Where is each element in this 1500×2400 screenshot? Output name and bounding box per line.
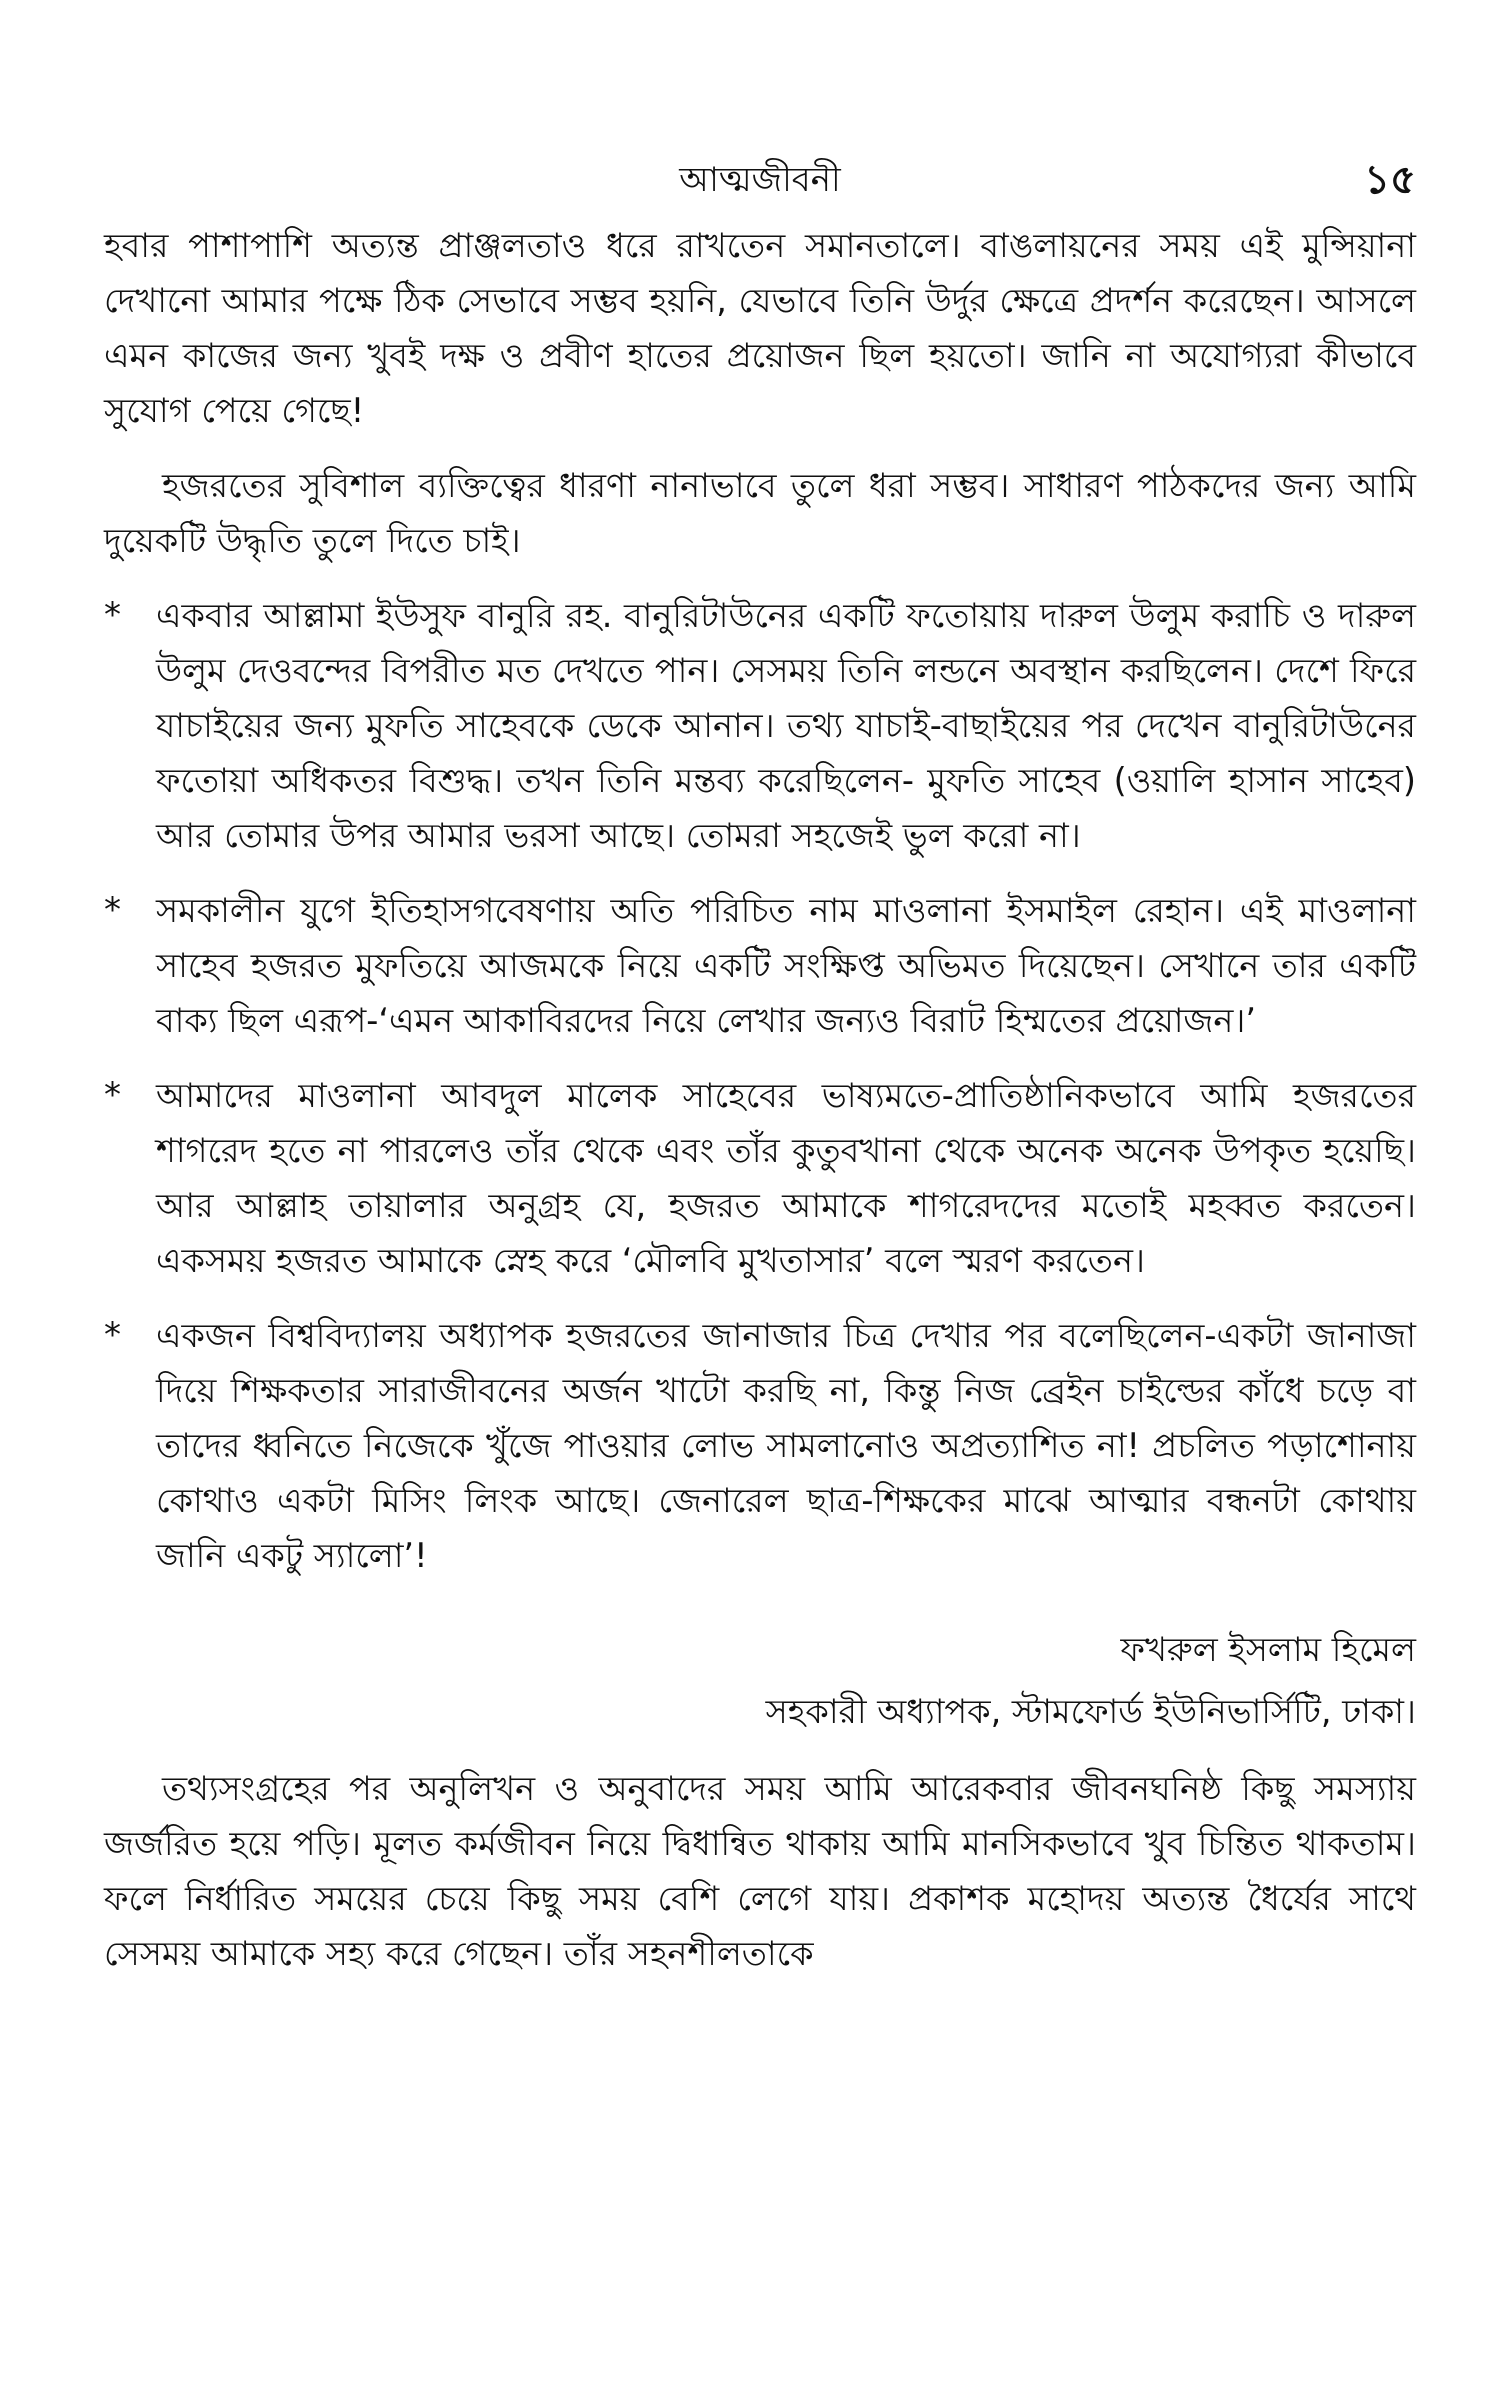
closing-paragraph: তথ্যসংগ্রহের পর অনুলিখন ও অনুবাদের সময় আমি আরেকবার জীবনঘনিষ্ঠ কিছু সমস্যায় জর্জরিত হয়ে পড়ি। মূলত কর্মজীবন নিয়ে দ্বিধান্বিত থাকায় আমি মানসিকভাবে খুব চিন্তিত থাকতাম। ফলে নির্ধারিত সময়ের চেয়ে কিছু সময় বেশি লেগে যায়। প্রকাশক মহোদয় অত্যন্ত ধৈর্যের সাথে সেসময় আমাকে সহ্য করে গেছেন। তাঁর সহনশীলতাকে bbox=[104, 1769, 1416, 1973]
asterisk-bullet: * bbox=[104, 595, 121, 635]
quote-item bbox=[104, 588, 1416, 863]
signature-designation: সহকারী অধ্যাপক, স্টামফোর্ড ইউনিভার্সিটি, ঢাকা। bbox=[765, 1692, 1416, 1731]
running-title: আত্মজীবনী bbox=[679, 160, 841, 200]
asterisk-bullet: * bbox=[104, 890, 121, 930]
asterisk-bullet: * bbox=[104, 1315, 121, 1355]
quote-item bbox=[104, 1068, 1416, 1288]
quote-item bbox=[104, 883, 1416, 1048]
intro-paragraph: হবার পাশাপাশি অত্যন্ত প্রাঞ্জলতাও ধরে রাখতেন সমানতালে। বাঙলায়নের সময় এই মুন্সিয়ানা দেখানো আমার পক্ষে ঠিক সেভাবে সম্ভব হয়নি, যেভাবে তিনি উর্দুর ক্ষেত্রে প্রদর্শন করেছেন। আসলে এমন কাজের জন্য খুবই দক্ষ ও প্রবীণ হাতের প্রয়োজন ছিল হয়তো। জানি না অযোগ্যরা কীভাবে সুযোগ পেয়ে গেছে! bbox=[104, 226, 1416, 430]
quote-text: একবার আল্লামা ইউসুফ বানুরি রহ. বানুরিটাউনের একটি ফতোয়ায় দারুল উলুম করাচি ও দারুল উলুম দেওবন্দের বিপরীত মত দেখতে পান। সেসময় তিনি লন্ডনে অবস্থান করছিলেন। দেশে ফিরে যাচাইয়ের জন্য মুফতি সাহেবকে ডেকে আনান। তথ্য যাচাই-বাছাইয়ের পর দেখেন বানুরিটাউনের ফতোয়া অধিকতর বিশুদ্ধ। তখন তিনি মন্তব্য করেছিলেন- মুফতি সাহেব (ওয়ালি হাসান সাহেব) আর তোমার উপর আমার ভরসা আছে। তোমরা সহজেই ভুল করো না। bbox=[156, 596, 1416, 855]
quote-text: একজন বিশ্ববিদ্যালয় অধ্যাপক হজরতের জানাজার চিত্র দেখার পর বলেছিলেন-একটা জানাজা দিয়ে শিক্ষকতার সারাজীবনের অর্জন খাটো করছি না, কিন্তু নিজ ব্রেইন চাইল্ডের কাঁধে চড়ে বা তাদের ধ্বনিতে নিজেকে খুঁজে পাওয়ার লোভ সামলানোও অপ্রত্যাশিত না! প্রচলিত পড়াশোনায় কোথাও একটা মিসিং লিংক আছে। জেনারেল ছাত্র-শিক্ষকের মাঝে আত্মার বন্ধনটা কোথায় জানি একটু স্যালো’! bbox=[156, 1316, 1416, 1575]
asterisk-bullet: * bbox=[104, 1075, 121, 1115]
lead-paragraph: হজরতের সুবিশাল ব্যক্তিত্বের ধারণা নানাভাবে তুলে ধরা সম্ভব। সাধারণ পাঠকদের জন্য আমি দুয়েকটি উদ্ধৃতি তুলে দিতে চাই। bbox=[104, 466, 1416, 560]
signature-name: ফখরুল ইসলাম হিমেল bbox=[1120, 1630, 1416, 1669]
quote-text: সমকালীন যুগে ইতিহাসগবেষণায় অতি পরিচিত নাম মাওলানা ইসমাইল রেহান। এই মাওলানা সাহেব হজরত মুফতিয়ে আজমকে নিয়ে একটি সংক্ষিপ্ত অভিমত দিয়েছেন। সেখানে তার একটি বাক্য ছিল এরূপ-‘এমন আকাবিরদের নিয়ে লেখার জন্যও বিরাট হিম্মতের প্রয়োজন।’ bbox=[156, 891, 1416, 1040]
page-number: ১৫ bbox=[1364, 157, 1416, 203]
book-page bbox=[104, 150, 1416, 2001]
quote-text: আমাদের মাওলানা আবদুল মালেক সাহেবের ভাষ্যমতে-প্রাতিষ্ঠানিকভাবে আমি হজরতের শাগরেদ হতে না পারলেও তাঁর থেকে এবং তাঁর কুতুবখানা থেকে অনেক অনেক উপকৃত হয়েছি। আর আল্লাহ তায়ালার অনুগ্রহ যে, হজরত আমাকে শাগরেদদের মতোই মহব্বত করতেন। একসময় হজরত আমাকে স্নেহ করে ‘মৌলবি মুখতাসার’ বলে স্মরণ করতেন। bbox=[156, 1076, 1416, 1280]
quote-item bbox=[104, 1308, 1416, 1583]
quote-list bbox=[104, 588, 1416, 1583]
signature-block bbox=[104, 1619, 1416, 1743]
page-header bbox=[104, 150, 1416, 210]
